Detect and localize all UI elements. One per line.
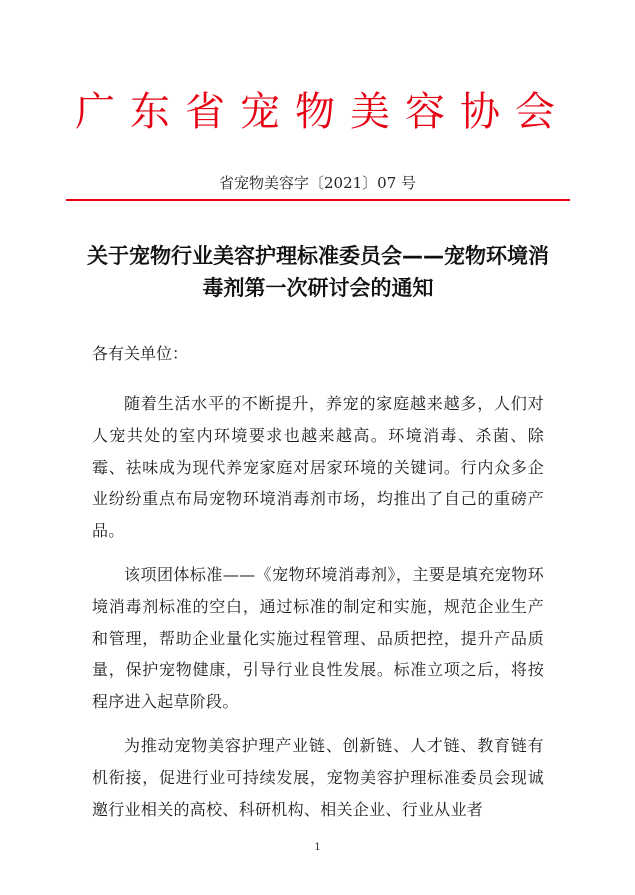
document-title: 关于宠物行业美容护理标准委员会——宠物环境消毒剂第一次研讨会的通知 bbox=[87, 244, 549, 300]
paragraph: 为推动宠物美容护理产业链、创新链、人才链、教育链有机衔接，促进行业可持续发展，宠物美容护理标准委员会现诚邀行业相关的高校、科研机构、相关企业、行业从业者 bbox=[92, 735, 544, 819]
organization-header: 广东省宠物美容协会 bbox=[75, 89, 570, 135]
document-number: 省宠物美容字〔2021〕07 号 bbox=[218, 174, 417, 192]
body-text bbox=[92, 388, 544, 837]
paragraph: 该项团体标准——《宠物环境消毒剂》，主要是填充宠物环境消毒剂标准的空白，通过标准的制定和实施，规范企业生产和管理，帮助企业量化实施过程管理、品质把控，提升产品质量，保护宠物健康，引导行业良性发展。标准立项之后，将按程序进入起草阶段。 bbox=[92, 564, 544, 712]
page-number: 1 bbox=[314, 842, 321, 853]
salutation: 各有关单位： bbox=[92, 344, 189, 363]
red-divider-line bbox=[66, 199, 570, 201]
paragraph: 随着生活水平的不断提升，养宠的家庭越来越多，人们对人宠共处的室内环境要求也越来越高。环境消毒、杀菌、除霉、祛味成为现代养宠家庭对居家环境的关键词。行内众多企业纷纷重点布局宠物环境消毒剂市场，均推出了自己的重磅产品。 bbox=[92, 394, 544, 541]
